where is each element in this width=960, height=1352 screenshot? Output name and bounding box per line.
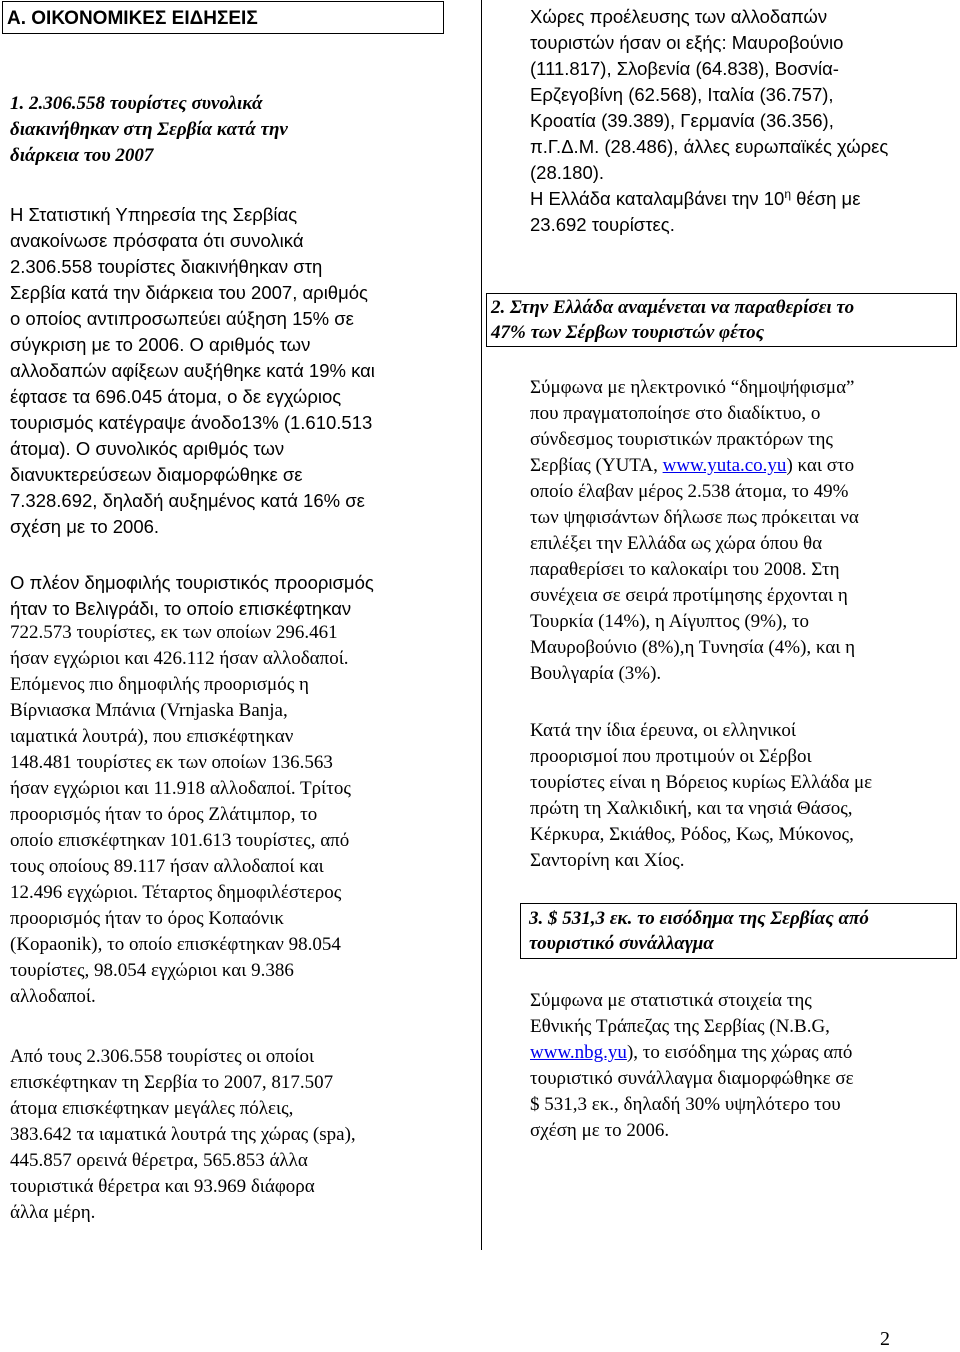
text-line: αλλοδαποί. [10,986,96,1007]
text-line: (111.817), Σλοβενία (64.838), Βοσνία- [530,58,839,79]
column-divider [481,0,482,1250]
text-line: ήσαν εγχώριοι και 11.918 αλλοδαποί. Τρίτος [10,778,351,799]
text-line: 23.692 τουρίστες. [530,214,675,235]
text-line: τουρισμός κατέγραψε άνοδο13% (1.610.513 [10,412,373,433]
text-span: ) και στο [786,455,855,476]
text-line: Η Στατιστική Υπηρεσία της Σερβίας [10,204,298,225]
text-line: $ 531,3 εκ., δηλαδή 30% υψηλότερο του [530,1094,841,1115]
text-line: (28.180). [530,162,605,183]
text-line: τουρίστες είναι η Βόρειος κυρίως Ελλάδα με [530,772,873,793]
text-line: σχέση με το 2006. [530,1120,670,1141]
text-line: σχέση με το 2006. [10,516,160,537]
text-line: ανακοίνωσε πρόσφατα ότι συνολικά [10,230,304,251]
article2-paragraph-2 [530,718,955,874]
article1-title-line: διακινήθηκαν στη Σερβία κατά την [10,119,288,140]
section-header: Α. ΟΙΚΟΝΟΜΙΚΕΣ ΕΙΔΗΣΕΙΣ [2,1,444,34]
greece-rank-line [530,186,955,212]
article1-paragraph-1 [10,202,470,540]
text-line: 12.496 εγχώριοι. Τέταρτος δημοφιλέστερος [10,882,342,903]
text-line: Βίρνιασκα Μπάνια (Vrnjaska Banja, [10,700,288,721]
text-line: ήσαν εγχώριοι και 426.112 ήσαν αλλοδαποί. [10,648,349,669]
text-line: ιαματικά λουτρά), που επισκέφτηκαν [10,726,294,747]
text-span: ), το εισόδημα της χώρας από [626,1042,853,1063]
text-line: Σερβία κατά την διάρκεια του 2007, αριθμός [10,282,368,303]
article3-title-line: 3. $ 531,3 εκ. το εισόδημα της Σερβίας από [529,908,869,929]
article3-title-box [520,903,957,959]
text-line: πρώτη τη Χαλκιδική, και τα νησιά Θάσος, [530,798,853,819]
text-span: Η Ελλάδα καταλαμβάνει την 10 [530,188,785,209]
article2-paragraph-1 [530,375,955,687]
article1-paragraph-2a [10,570,470,622]
text-line: Από τους 2.306.558 τουρίστες οι οποίοι [10,1046,315,1067]
text-line: επιλέξει την Ελλάδα ως χώρα όπου θα [530,533,823,554]
text-line: π.Γ.Δ.Μ. (28.486), άλλες ευρωπαϊκές χώρες [530,136,889,157]
text-line: τουριστών ήσαν οι εξής: Μαυροβούνιο [530,32,844,53]
text-line: άτομα επισκέφτηκαν μεγάλες πόλεις, [10,1098,294,1119]
article2-title-line: 47% των Σέρβων τουριστών φέτος [491,322,765,343]
article1-paragraph-4 [530,4,955,238]
article3-paragraph-1 [530,988,955,1144]
text-line: Τουρκία (14%), η Αίγυπτος (9%), το [530,611,809,632]
text-line: Κέρκυρα, Σκιάθος, Ρόδος, Κως, Μύκονος, [530,824,854,845]
text-line: τουρίστες, 98.054 εγχώριοι και 9.386 [10,960,294,981]
nbg-link[interactable]: www.nbg.yu [530,1042,627,1063]
text-line: Σύμφωνα με ηλεκτρονικό “δημοψήφισμα” [530,377,855,398]
text-line: συνέχεια σε σειρά προτίμησης έρχονται η [530,585,848,606]
text-line: Χώρες προέλευσης των αλλοδαπών [530,6,828,27]
text-line: (Kopaonik), το οποίο επισκέφτηκαν 98.054 [10,934,341,955]
superscript: η [784,186,792,201]
text-line: που πραγματοποίησε στο διαδίκτυο, ο [530,403,821,424]
article1-title [10,91,450,169]
text-line: Ερζεγοβίνη (62.568), Ιταλία (36.757), [530,84,834,105]
text-line: οποίο έλαβαν μέρος 2.538 άτομα, το 49% [530,481,849,502]
article2-title-line: 2. Στην Ελλάδα αναμένεται να παραθερίσει το [491,297,855,318]
text-line: σύνδεσμος τουριστικών πρακτόρων της [530,429,833,450]
text-line: άλλα μέρη. [10,1202,96,1223]
article1-paragraph-3 [10,1044,470,1226]
text-line: 445.857 ορεινά θέρετρα, 565.853 άλλα [10,1150,308,1171]
text-line: 2.306.558 τουρίστες διακινήθηκαν στη [10,256,323,277]
text-line: 383.642 τα ιαματικά λουτρά της χώρας (spa), [10,1124,356,1145]
text-line: Επόμενος πιο δημοφιλής προορισμός η [10,674,309,695]
text-line: διανυκτερεύσεων διαμορφώθηκε σε [10,464,303,485]
text-span: θέση με [791,188,861,209]
article1-title-line: 1. 2.306.558 τουρίστες συνολικά [10,93,263,114]
text-line: των ψηφισάντων δήλωσε πως πρόκειται να [530,507,859,528]
text-line: προορισμός ήταν το όρος Ζλάτιμπορ, το [10,804,318,825]
page-number: 2 [880,1328,890,1350]
text-line: άτομα). Ο συνολικός αριθμός των [10,438,285,459]
article1-paragraph-2b [10,620,470,1010]
yuta-link[interactable]: www.yuta.co.yu [662,455,787,476]
text-line: Μαυροβούνιο (8%),η Τυνησία (4%), και η [530,637,856,658]
text-line: αλλοδαπών αφίξεων αυξήθηκε κατά 19% και [10,360,375,381]
text-line: ήταν το Βελιγράδι, το οποίο επισκέφτηκαν [10,598,352,619]
text-line: Σαντορίνη και Χίος. [530,850,685,871]
text-line: τουριστικό συνάλλαγμα διαμορφώθηκε σε [530,1068,854,1089]
text-line: παραθερίσει το καλοκαίρι του 2008. Στη [530,559,840,580]
text-line: Εθνικής Τράπεζας της Σερβίας (N.B.G, [530,1016,830,1037]
text-line: έφτασε τα 696.045 άτομα, ο δε εγχώριος [10,386,342,407]
text-line: Ο πλέον δημοφιλής τουριστικός προορισμός [10,572,374,593]
text-line: τουριστικά θέρετρα και 93.969 διάφορα [10,1176,315,1197]
text-line: 148.481 τουρίστες εκ των οποίων 136.563 [10,752,333,773]
text-line: προορισμός ήταν το όρος Κοπαόνικ [10,908,284,929]
article3-title-line: τουριστικό συνάλλαγμα [529,933,714,954]
text-line: επισκέφτηκαν τη Σερβία το 2007, 817.507 [10,1072,334,1093]
text-line: σύγκριση με το 2006. Ο αριθμός των [10,334,311,355]
article2-title-box [486,293,957,347]
text-line: τους οποίους 89.117 ήσαν αλλοδαποί και [10,856,324,877]
text-span: Σερβίας (YUTA, [530,455,663,476]
text-line: Βουλγαρία (3%). [530,663,662,684]
text-line: Σύμφωνα με στατιστικά στοιχεία της [530,990,812,1011]
text-line: Κατά την ίδια έρευνα, οι ελληνικοί [530,720,796,741]
text-line: ο οποίος αντιπροσωπεύει αύξηση 15% σε [10,308,354,329]
nbg-line [530,1040,955,1066]
text-line: Κροατία (39.389), Γερμανία (36.356), [530,110,834,131]
text-line: προορισμοί που προτιμούν οι Σέρβοι [530,746,812,767]
article1-title-line: διάρκεια του 2007 [10,145,154,166]
text-line: οποίο επισκέφτηκαν 101.613 τουρίστες, από [10,830,350,851]
yuta-line [530,453,955,479]
text-line: 7.328.692, δηλαδή αυξημένος κατά 16% σε [10,490,365,511]
text-line: 722.573 τουρίστες, εκ των οποίων 296.461 [10,622,338,643]
